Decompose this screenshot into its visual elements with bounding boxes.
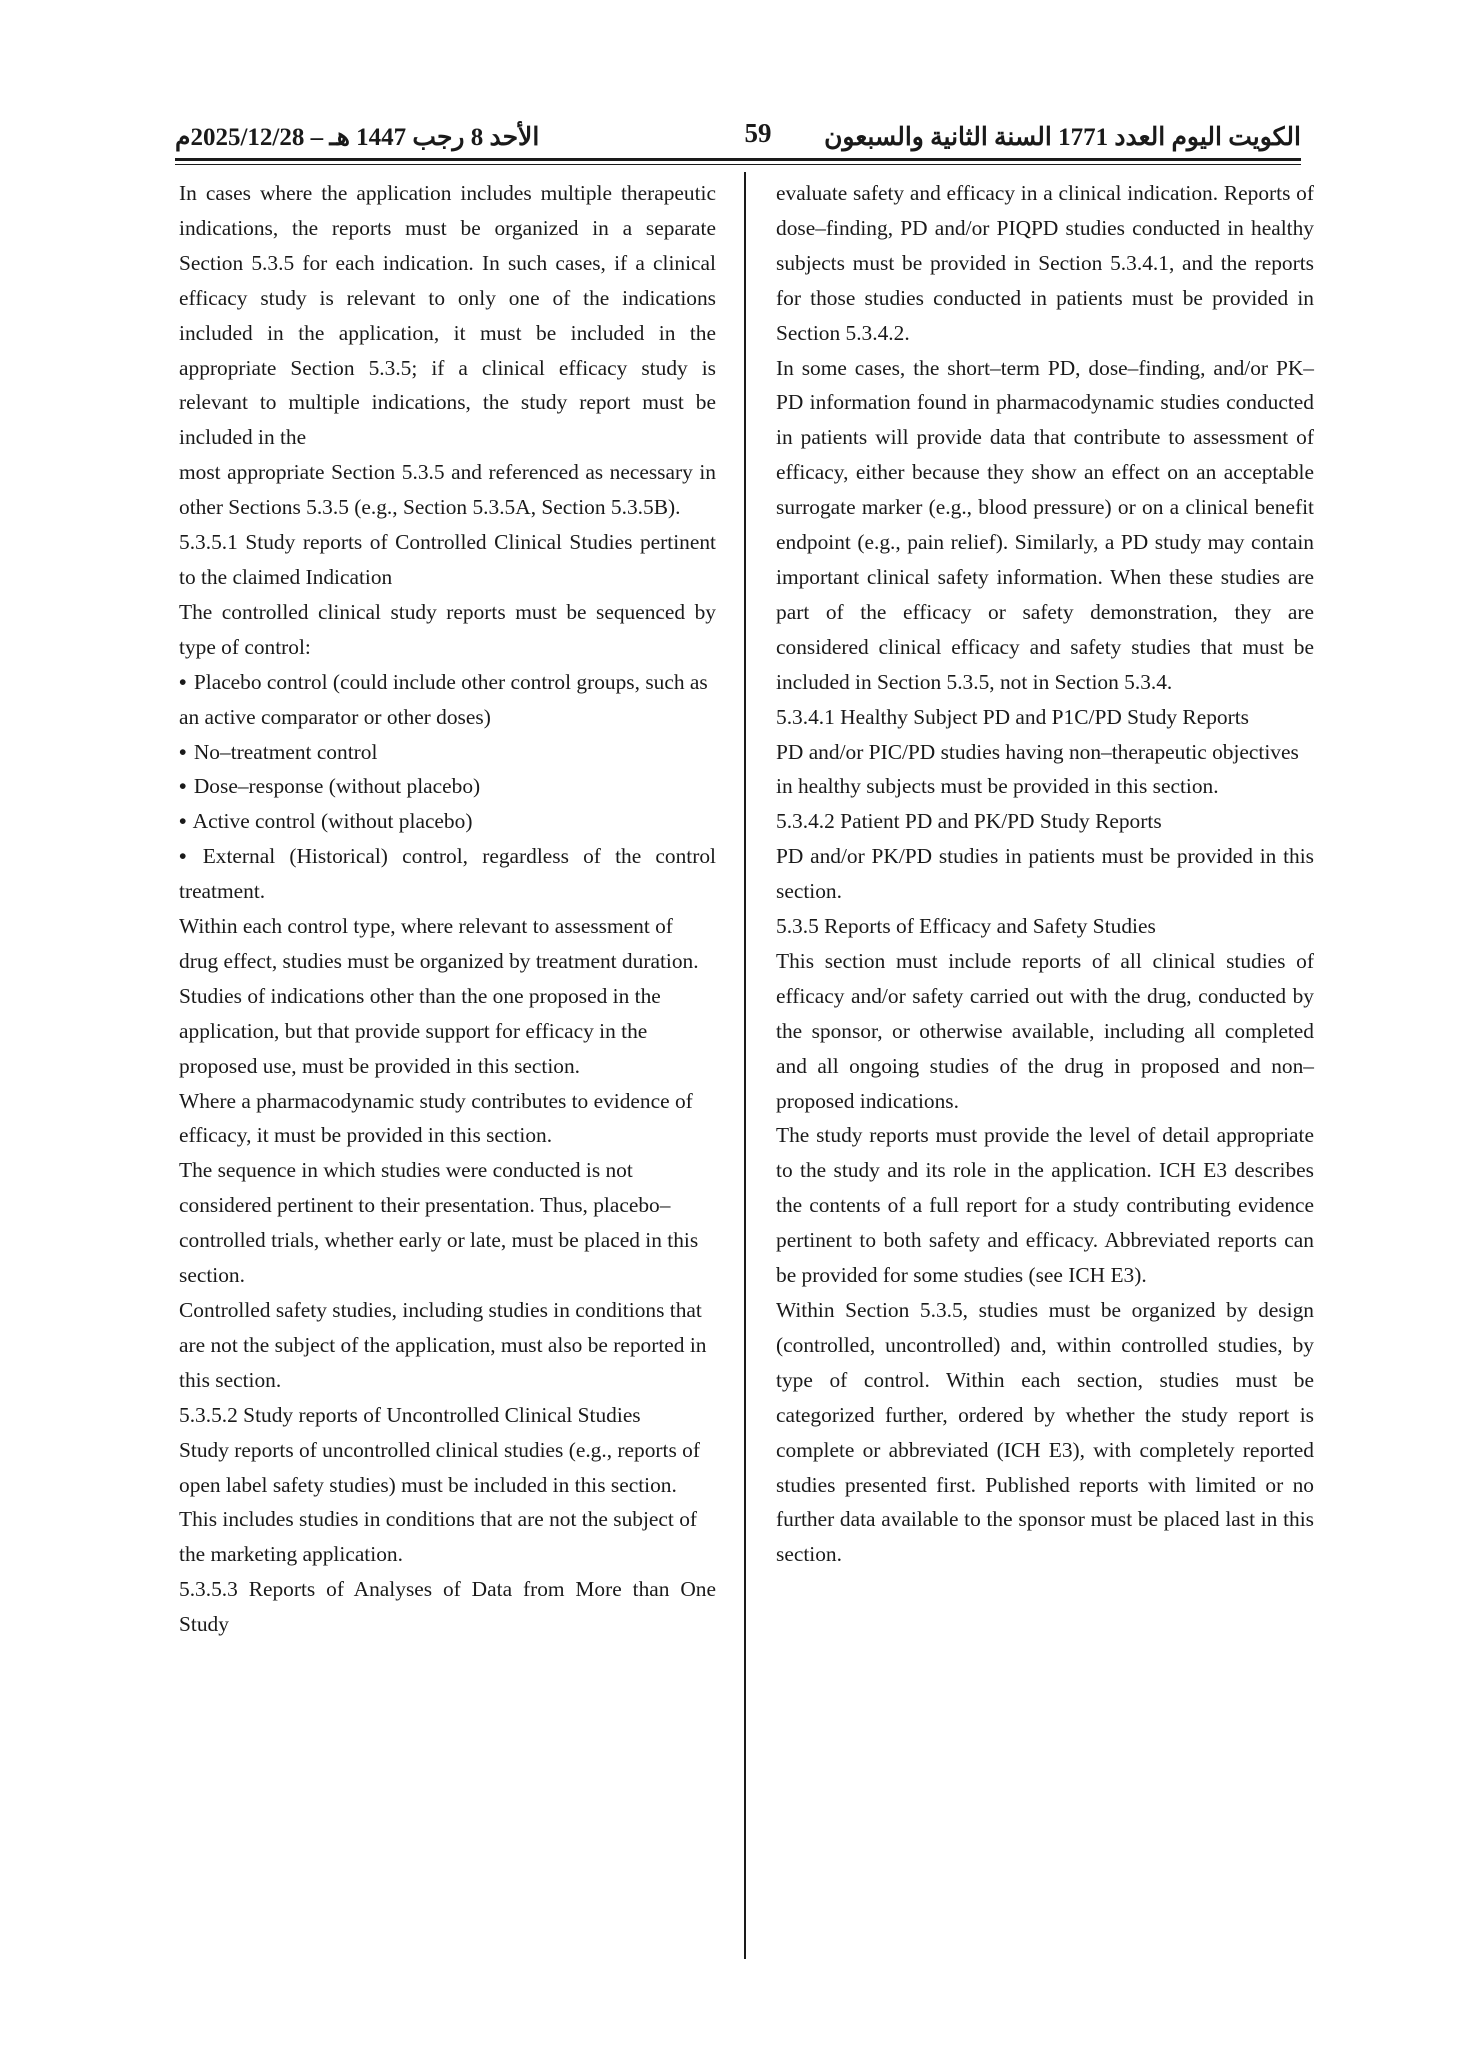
paragraph-text: In some cases, the short–term PD, dose–finding, and/or PK–PD information found in pharmacodynamic studies conducted in patients will provide data that contribute to assessment of efficacy, either because they show an effect on an acceptable surrogate marker (e.g., blood pressure) or on a clinical benefit endpoint (e.g., pain relief). Similarly, a PD study may contain important clinical safety information. When these studies are part of the efficacy or safety demonstration, they are considered clinical efficacy and safety studies that must be included in Section 5.3.5, not in Section 5.3.4. [776,355,1314,694]
paragraph [179,909,716,1084]
paragraph [776,944,1314,1119]
bullet-icon: • [179,774,187,799]
paragraph [776,839,1314,909]
paragraph-text: Dose–response (without placebo) [193,774,481,799]
bullet-item [179,769,716,804]
bullet-icon: • [179,739,187,764]
bullet-icon: • [179,809,187,834]
paragraph-text: 5.3.5.3 Reports of Analyses of Data from More than One Study [179,1577,716,1637]
paragraph-text: Placebo control (could include other control groups, such as an active comparator or other doses) [179,669,708,729]
paragraph [179,1293,716,1398]
paragraph-text: 5.3.5.1 Study reports of Controlled Clinical Studies pertinent to the claimed Indication [179,530,716,589]
paragraph-text: Where a pharmacodynamic study contributes to evidence of efficacy, it must be provided in this section. [179,1088,693,1148]
column-divider [744,172,746,1959]
paragraph [179,455,716,525]
paragraph-text: Controlled safety studies, including studies in conditions that are not the subject of the application, must also be reported in this section. [179,1298,707,1392]
paragraph [776,1293,1314,1572]
paragraph-text: 5.3.4.1 Healthy Subject PD and P1C/PD Study Reports [776,704,1249,729]
header-date: الأحد 8 رجب 1447 هـ – 2025/12/28م [175,124,540,151]
bullet-icon: • [179,844,187,869]
bullet-item [179,839,716,909]
paragraph-text: Within Section 5.3.5, studies must be organized by design (controlled, uncontrolled) and, within controlled studies, by type of control. Within each section, studies must be categorized further, ordered by whether the study report is complete or abbreviated (ICH E3), with completely reported studies presented first. Published reports with limited or no further data available to the sponsor must be placed last in this section. [776,1298,1314,1567]
bullet-item [179,804,716,839]
paragraph-text: evaluate safety and efficacy in a clinical indication. Reports of dose–finding, PD and/or PIQPD studies conducted in healthy subjects must be provided in Section 5.3.4.1, and the reports for those studies conducted in patients must be provided in Section 5.3.4.2. [776,181,1314,345]
paragraph [179,525,716,595]
paragraph [179,176,716,455]
paragraph [776,804,1314,839]
paragraph-text: Within each control type, where relevant to assessment of drug effect, studies must be organized by treatment duration. Studies of indications other than the one proposed in the application, but that provide support for efficacy in the proposed use, must be provided in this section. [179,914,699,1078]
paragraph [179,1153,716,1293]
page-number: 59 [744,118,772,148]
left-column [179,176,716,1642]
paragraph-text: 5.3.5 Reports of Efficacy and Safety Studies [776,914,1156,939]
bullet-item [179,735,716,770]
page-header [175,118,1301,158]
paragraph [179,595,716,665]
paragraph [179,1084,716,1154]
paragraph-text: External (Historical) control, regardless of the control treatment. [179,844,716,904]
paragraph [776,700,1314,735]
right-column [776,176,1314,1572]
paragraph-text: The study reports must provide the level of detail appropriate to the study and its role in the application. ICH E3 describes the contents of a full report for a study contributing evidence pertinent to both safety and efficacy. Abbreviated reports can be provided for some studies (see ICH E3). [776,1123,1314,1288]
paragraph-text: PD and/or PK/PD studies in patients must be provided in this section. [776,844,1314,904]
paragraph-text: No–treatment control [193,739,378,764]
paragraph-text: This section must include reports of all clinical studies of efficacy and/or safety carried out with the drug, conducted by the sponsor, or otherwise available, including all completed and all ongoing studies of the drug in proposed and non– proposed indications. [776,948,1314,1113]
paragraph [179,1433,716,1573]
paragraph [776,909,1314,944]
paragraph [776,1118,1314,1293]
header-rule-thin [175,164,1301,165]
header-rule [175,158,1301,161]
paragraph-text: Active control (without placebo) [192,809,473,834]
bullet-icon: • [179,669,187,694]
paragraph-text: 5.3.5.2 Study reports of Uncontrolled Clinical Studies [179,1402,641,1427]
paragraph-text: The controlled clinical study reports must be sequenced by type of control: [179,599,716,659]
paragraph-text: Study reports of uncontrolled clinical studies (e.g., reports of open label safety studies) must be included in this section. This includes studies in conditions that are not the subject of the marketing application. [179,1437,700,1567]
paragraph [776,735,1314,805]
bullet-item [179,665,716,735]
paragraph [776,351,1314,700]
paragraph [179,1572,716,1642]
paragraph-text: In cases where the application includes multiple therapeutic indications, the reports must be organized in a separate Section 5.3.5 for each indication. In such cases, if a clinical efficacy study is relevant to only one of the indications included in the application, it must be included in the appropriate Section 5.3.5; if a clinical efficacy study is relevant to multiple indications, the study report must be included in the [179,181,716,450]
paragraph [776,176,1314,351]
paragraph-text: most appropriate Section 5.3.5 and referenced as necessary in other Sections 5.3.5 (e.g., Section 5.3.5A, Section 5.3.5B). [179,460,716,520]
paragraph-text: PD and/or PIC/PD studies having non–therapeutic objectives in healthy subjects must be provided in this section. [776,739,1299,799]
paragraph-text: The sequence in which studies were conducted is not considered pertinent to their presentation. Thus, placebo–controlled trials, whether early or late, must be placed in this section. [179,1158,699,1288]
paragraph-text: 5.3.4.2 Patient PD and PK/PD Study Reports [776,809,1162,834]
paragraph [179,1398,716,1433]
header-issue: الكويت اليوم العدد 1771 السنة الثانية والسبعون [824,124,1301,151]
